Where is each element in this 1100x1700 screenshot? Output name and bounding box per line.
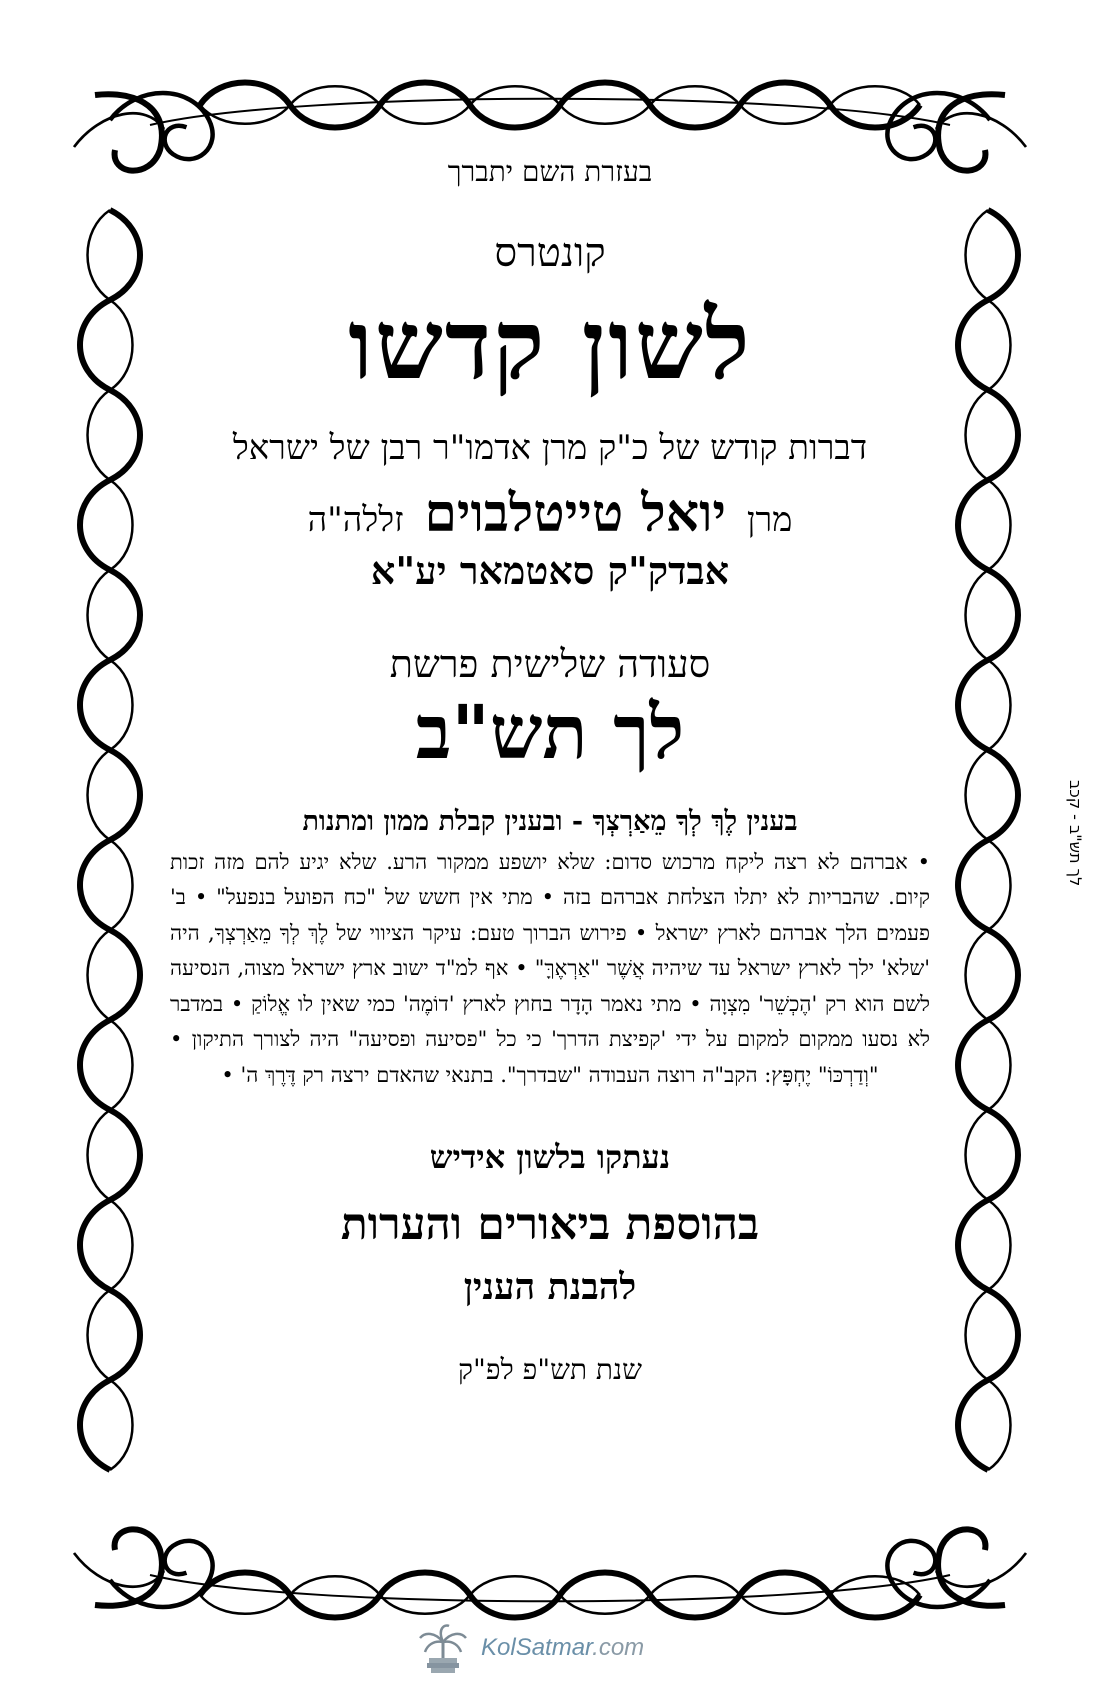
side-page-label: לך תש"ב - קכב [1066, 780, 1085, 887]
understanding-note: להבנת הענין [463, 1265, 637, 1308]
author-name: יואל טייטלבוים [424, 482, 727, 544]
border-left [80, 210, 140, 1470]
subject-heading: בענין לֶךְ לְךָ מֵאַרְצְךָ - ובענין קבלת ממון ומתנות [302, 805, 798, 837]
site-footer[interactable] [415, 1620, 644, 1676]
blessing-header: בעזרת השם יתברך [447, 155, 653, 188]
palm-tree-books-icon [415, 1620, 471, 1676]
brand-name: KolSatmar.com [481, 1634, 645, 1661]
brand-domain: .com [592, 1634, 645, 1661]
author-title: אבדק"ק סאטמאר יע"א [370, 548, 730, 594]
year-line: שנת תש"פ לפ"ק [458, 1353, 642, 1387]
border-top [150, 83, 950, 128]
book-title: לשון קדשו [348, 288, 752, 402]
summary-text: • אברהם לא רצה ליקח מרכוש סדום: שלא יושפע ממקור הרע. שלא יגיע להם מזה זכות קיום. שהבריות לא יתלו הצלחת אברהם בזה • מתי אין חשש של "כח הפועל בנפעל" • ב' פעמים הלך אברהם לארץ ישראל • פירוש הברוך טעם: עיקר הציווי של לֶךְ לְךָ מֵאַרְצְךָ, היה 'שלא' ילך לארץ ישראל עד שיהיה אֲשֶׁר "אַרְאֶךָּ" • אף למ"ד ישוב ארץ ישראל מצוה, הנסיעה לשם הוא רק 'הֶכְשֵׁר' מִצְוָה • מתי נאמר הָדָר בחוץ לארץ 'דוֹמֶה' כמי שאין לו אֱלוֹקַ • במדבר לא נסעו ממקום למקום על ידי 'קפיצת הדרך' כי כל "פסיעה ופסיעה" היה לצורך התיקון • "וְדַרְכּוֹ" יֶחְפָּץ: הקב"ה רוצה העבודה "שבדרך". בתנאי שהאדם ירצה רק דֶּרֶךְ ה' • [170, 849, 930, 1087]
occasion-label: סעודה שלישית פרשת [389, 642, 711, 687]
addition-note: בהוספת ביאורים והערות [340, 1199, 760, 1251]
author-suffix: זללה"ה [307, 499, 404, 540]
border-bottom [150, 1573, 950, 1618]
author-prefix: מרן [746, 499, 793, 540]
border-right [958, 210, 1018, 1470]
parsha-year: לך תש"ב [415, 689, 685, 776]
divrei-kodesh-line: דברות קודש של כ"ק מרן אדמו"ר רבן של ישראל [232, 427, 868, 468]
translated-note: נעתקו בלשון אידיש [429, 1138, 671, 1177]
author-line [140, 484, 960, 544]
title-page-content [140, 150, 960, 1386]
kuntres-label: קונטרס [494, 230, 606, 277]
